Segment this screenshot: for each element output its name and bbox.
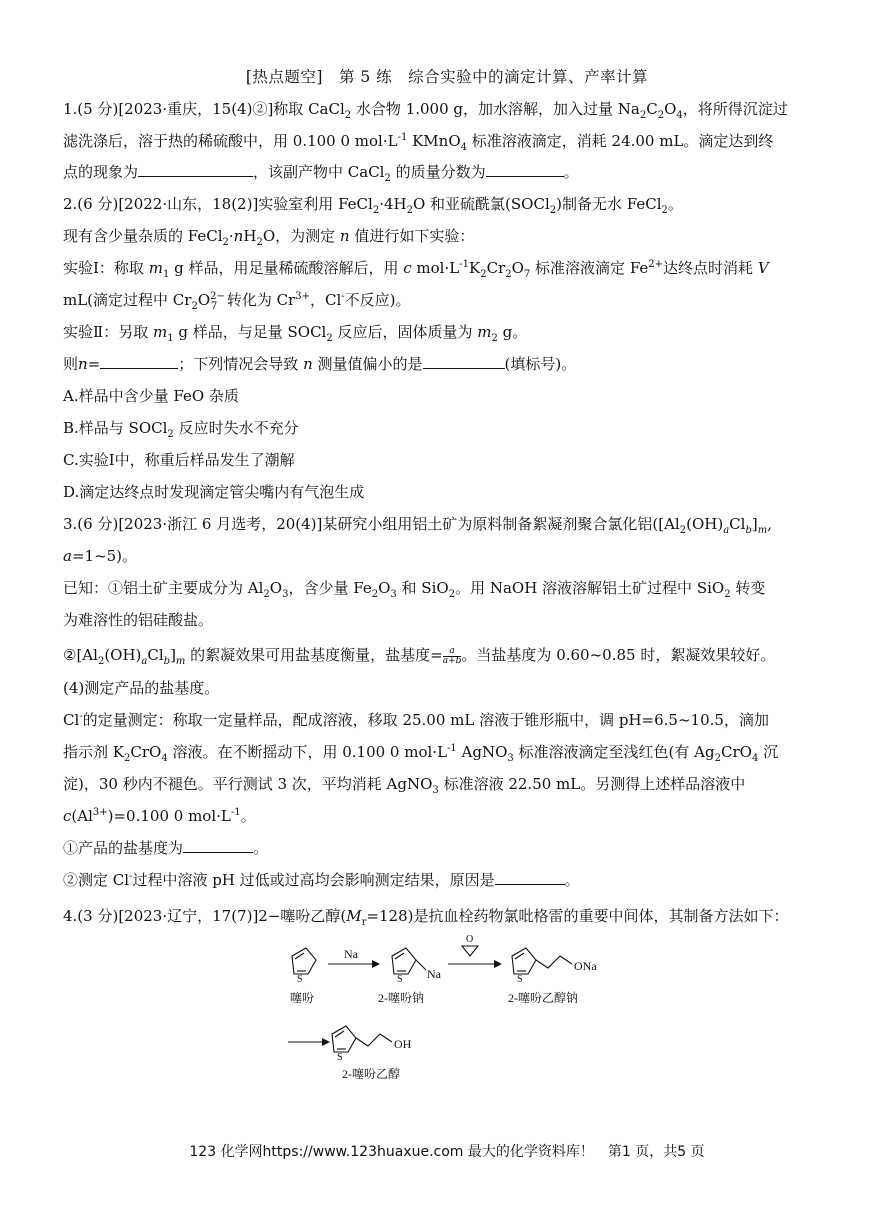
answer-blank[interactable] bbox=[486, 162, 564, 177]
answer-blank[interactable] bbox=[100, 354, 178, 369]
q2-line-5: 实验Ⅱ：另取 $m_1$ g 样品，与足量 SOCl$_2$ 反应后，固体质量为 $m_2$ g。 bbox=[63, 323, 528, 344]
sulfur-label: S bbox=[297, 974, 303, 985]
q3-line-7: Cl-的定量测定：称取一定量样品，配成溶液，移取 25.00 mL 溶液于锥形瓶中，调 pH=6.5~10.5，滴加 bbox=[63, 711, 769, 729]
answer-blank[interactable] bbox=[495, 870, 565, 885]
svg-text:Na: Na bbox=[427, 967, 441, 981]
synthesis-scheme bbox=[270, 930, 630, 1090]
svg-text:ONa: ONa bbox=[574, 959, 597, 973]
q2-line-4: mL(滴定过程中 $Cr_2O^{2-}_7$ 转化为 $Cr^{3+}$，Cl-不反应)。 bbox=[63, 291, 411, 312]
q3-line-10: $c(Al^{3+})=0.100$ 0 $mol\cdot L^{-1}$。 bbox=[63, 807, 256, 825]
answer-blank[interactable] bbox=[423, 354, 505, 369]
epoxide-icon bbox=[462, 946, 478, 956]
q1-line-1: 1.(5 分)[2023·重庆，15(4)②]称取 CaCl$_2$ 水合物 1.000 g，加水溶解，加入过量 $Na_2C_2O_4$，将所得沉淀过 bbox=[63, 100, 788, 121]
page-footer: 123 化学网https://www.123huaxue.com 最大的化学资料库！ 第1 页，共5 页 bbox=[189, 1144, 705, 1160]
q3-line-6: (4)测定产品的盐基度。 bbox=[63, 679, 220, 697]
svg-text:S: S bbox=[337, 1052, 343, 1063]
reagent-na: Na bbox=[344, 947, 358, 961]
thiophene-ethanol-structure bbox=[332, 1026, 412, 1063]
svg-text:S: S bbox=[517, 974, 523, 985]
q3-line-5: $②[Al_2(OH)_aCl_b]_m$ 的絮凝效果可用盐基度衡量，盐基度= $\frac{a}{a+b}$ 。当盐基度为 0.60~0.85 时，絮凝效果较好。 bbox=[63, 645, 776, 667]
q3-line-3: 已知：①铝土矿主要成分为 $Al_2O_3$，含少量 $Fe_2O_3$ 和 SiO$_2$。用 NaOH 溶液溶解铝土矿过程中 SiO$_2$ 转变 bbox=[63, 579, 766, 600]
page-title: [热点题空] 第 5 练 综合实验中的滴定计算、产率计算 bbox=[245, 68, 649, 86]
svg-text:O: O bbox=[466, 934, 474, 945]
q3-line-12: ②测定 Cl-过程中溶液 pH 过低或过高均会影响测定结果，原因是 。 bbox=[63, 871, 580, 889]
q2-line-1: 2.(6 分)[2022·山东，18(2)]实验室利用 $FeCl_2\cdot 4H_2O$ 和亚硫酰氯(SOCl$_2$)制备无水 FeCl$_2$。 bbox=[63, 195, 683, 216]
q3-line-8: 指示剂 $K_2CrO_4$ 溶液。在不断摇动下，用 0.100 0 $mol\cdot L^{-1}$ AgNO$_3$ 标准溶液滴定至浅红色(有 $Ag_2CrO_4$ 沉 bbox=[63, 743, 779, 764]
q2-option-a: A.样品中含少量 FeO 杂质 bbox=[63, 387, 239, 405]
compound-label-2-thiopheneethanol: 2-噻吩乙醇 bbox=[342, 1067, 400, 1081]
answer-blank[interactable] bbox=[138, 162, 253, 177]
q2-line-2: 现有含少量杂质的 $FeCl_2\cdot nH_2O$，为测定 n 值进行如下实验： bbox=[63, 227, 475, 248]
q3-line-11: ①产品的盐基度为 。 bbox=[63, 839, 269, 857]
basicity-fraction: $\frac{a}{a+b}$ bbox=[442, 645, 462, 666]
q2-line-6: 则n= ；下列情况会导致 n 测量值偏小的是 (填标号)。 bbox=[63, 355, 577, 373]
q3-line-4: 为难溶性的铝硅酸盐。 bbox=[63, 611, 214, 629]
thiophene-ring bbox=[292, 948, 316, 985]
compound-label-2-thienylethoxide: 2-噻吩乙醇钠 bbox=[508, 991, 578, 1005]
q1-line-3: 点的现象为 ，该副产物中 CaCl$_2$ 的质量分数为 。 bbox=[63, 163, 579, 184]
q2-option-b: B.样品与 SOCl$_2$ 反应时失水不充分 bbox=[63, 419, 299, 440]
svg-text:S: S bbox=[397, 974, 403, 985]
thiophene-sodium-structure bbox=[392, 948, 442, 985]
q2-line-3: 实验Ⅰ：称取 $m_1$ g 样品，用足量稀硫酸溶解后，用 c $mol\cdot L^{-1}K_2Cr_2O_7$ 标准溶液滴定 $Fe^{2+}$达终点时消耗 V bbox=[63, 259, 769, 280]
thiophene-ethoxide-structure bbox=[512, 948, 597, 985]
q3-line-9: 淀)，30 秒内不褪色。平行测试 3 次，平均消耗 AgNO$_3$ 标准溶液 22.50 mL。另测得上述样品溶液中 bbox=[63, 775, 746, 796]
compound-label-thiophene: 噻吩 bbox=[290, 991, 315, 1005]
q3-line-1: 3.(6 分)[2023·浙江 6 月选考，20(4)]某研究小组用铝土矿为原料制备絮凝剂聚合氯化铝($[Al_2(OH)_aCl_b]_m$, bbox=[63, 515, 772, 536]
q2-option-d: D.滴定达终点时发现滴定管尖嘴内有气泡生成 bbox=[63, 483, 365, 501]
compound-label-2-thienylsodium: 2-噻吩钠 bbox=[378, 991, 424, 1005]
q4-line-1: 4.(3 分)[2023·辽宁，17(7)]2−噻吩乙醇$(M_r=128)$是抗血栓药物氯吡格雷的重要中间体，其制备方法如下： bbox=[63, 907, 789, 928]
q1-line-2: 滤洗涤后，溶于热的稀硫酸中，用 0.100 0 $mol\cdot L^{-1}$ KMnO$_4$ 标准溶液滴定，消耗 24.00 mL。滴定达到终 bbox=[63, 132, 774, 153]
answer-blank[interactable] bbox=[183, 838, 253, 853]
svg-text:OH: OH bbox=[394, 1037, 412, 1051]
q3-line-2: a=1~5)。 bbox=[63, 547, 138, 565]
q2-option-c: C.实验Ⅰ中，称重后样品发生了潮解 bbox=[63, 451, 295, 469]
